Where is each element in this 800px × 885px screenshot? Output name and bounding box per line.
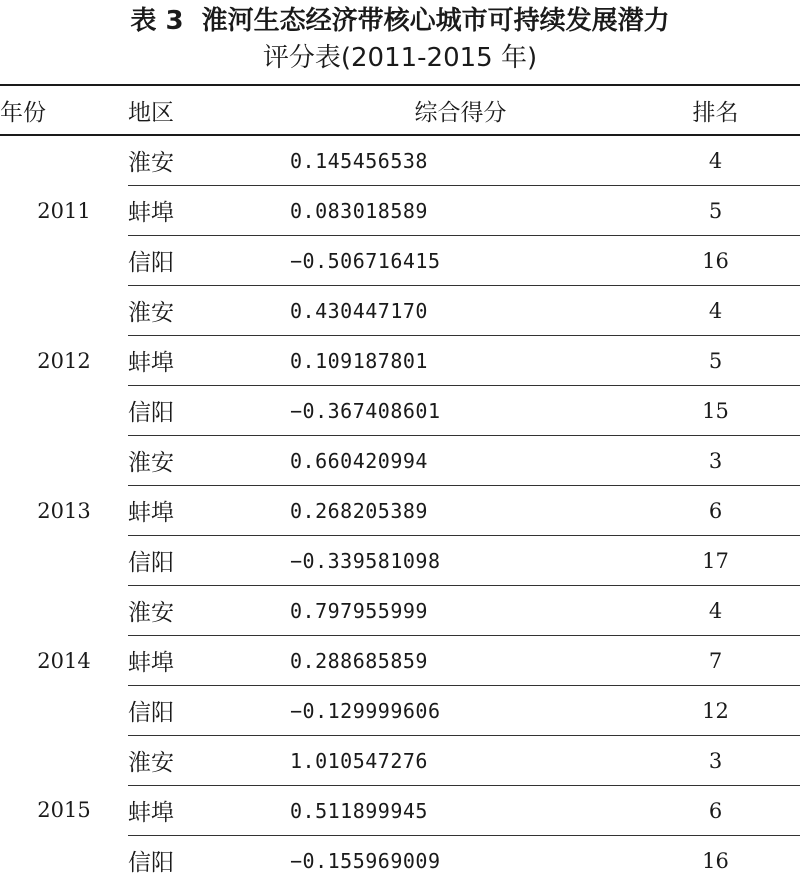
rank-cell: 3 [631, 736, 800, 786]
year-cell: 2013 [0, 436, 128, 586]
score-cell: −0.506716415 [290, 236, 631, 286]
region-cell: 信阳 [128, 386, 290, 436]
year-group-2013 [0, 436, 800, 586]
region-cell: 蚌埠 [128, 336, 290, 386]
rank-cell: 6 [631, 486, 800, 536]
score-cell: 0.145456538 [290, 135, 631, 186]
score-cell: −0.367408601 [290, 386, 631, 436]
rank-cell: 4 [631, 586, 800, 636]
rank-cell: 16 [631, 836, 800, 885]
year-group-2012 [0, 286, 800, 436]
year-cell: 2012 [0, 286, 128, 436]
header-score: 综合得分 [290, 85, 631, 135]
region-cell: 蚌埠 [128, 786, 290, 836]
region-cell: 淮安 [128, 286, 290, 336]
year-cell: 2011 [0, 135, 128, 286]
score-cell: −0.155969009 [290, 836, 631, 885]
rank-cell: 5 [631, 336, 800, 386]
rank-cell: 12 [631, 686, 800, 736]
table-header [0, 85, 800, 135]
score-cell: 0.288685859 [290, 636, 631, 686]
score-cell: 0.109187801 [290, 336, 631, 386]
rank-cell: 16 [631, 236, 800, 286]
score-cell: −0.339581098 [290, 536, 631, 586]
year-cell: 2015 [0, 736, 128, 885]
rank-cell: 5 [631, 186, 800, 236]
rank-cell: 15 [631, 386, 800, 436]
header-region: 地区 [128, 85, 290, 135]
table-row [0, 436, 800, 486]
table-row [0, 135, 800, 186]
region-cell: 淮安 [128, 436, 290, 486]
table-caption-title [0, 5, 800, 37]
header-row [0, 85, 800, 135]
rank-cell: 17 [631, 536, 800, 586]
region-cell: 蚌埠 [128, 186, 290, 236]
rank-cell: 4 [631, 286, 800, 336]
rank-cell: 7 [631, 636, 800, 686]
year-group-2015 [0, 736, 800, 885]
rank-cell: 6 [631, 786, 800, 836]
table-row [0, 286, 800, 336]
score-cell: 1.010547276 [290, 736, 631, 786]
region-cell: 蚌埠 [128, 486, 290, 536]
score-cell: 0.430447170 [290, 286, 631, 336]
score-cell: 0.268205389 [290, 486, 631, 536]
header-year: 年份 [0, 85, 128, 135]
year-group-2014 [0, 586, 800, 736]
table-caption-text: 淮河生态经济带核心城市可持续发展潜力 [202, 6, 670, 36]
region-cell: 信阳 [128, 536, 290, 586]
header-rank: 排名 [631, 85, 800, 135]
score-cell: −0.129999606 [290, 686, 631, 736]
rank-cell: 4 [631, 135, 800, 186]
region-cell: 信阳 [128, 686, 290, 736]
score-cell: 0.797955999 [290, 586, 631, 636]
region-cell: 淮安 [128, 586, 290, 636]
region-cell: 淮安 [128, 135, 290, 186]
score-table [0, 84, 800, 885]
score-cell: 0.660420994 [290, 436, 631, 486]
region-cell: 蚌埠 [128, 636, 290, 686]
score-cell: 0.511899945 [290, 786, 631, 836]
year-cell: 2014 [0, 586, 128, 736]
rank-cell: 3 [631, 436, 800, 486]
table-row [0, 586, 800, 636]
region-cell: 信阳 [128, 236, 290, 286]
region-cell: 淮安 [128, 736, 290, 786]
region-cell: 信阳 [128, 836, 290, 885]
year-group-2011 [0, 135, 800, 286]
table-caption-label: 表 3 [130, 6, 183, 36]
table-caption-subtitle: 评分表(2011-2015 年) [0, 42, 800, 74]
table-row [0, 736, 800, 786]
score-cell: 0.083018589 [290, 186, 631, 236]
